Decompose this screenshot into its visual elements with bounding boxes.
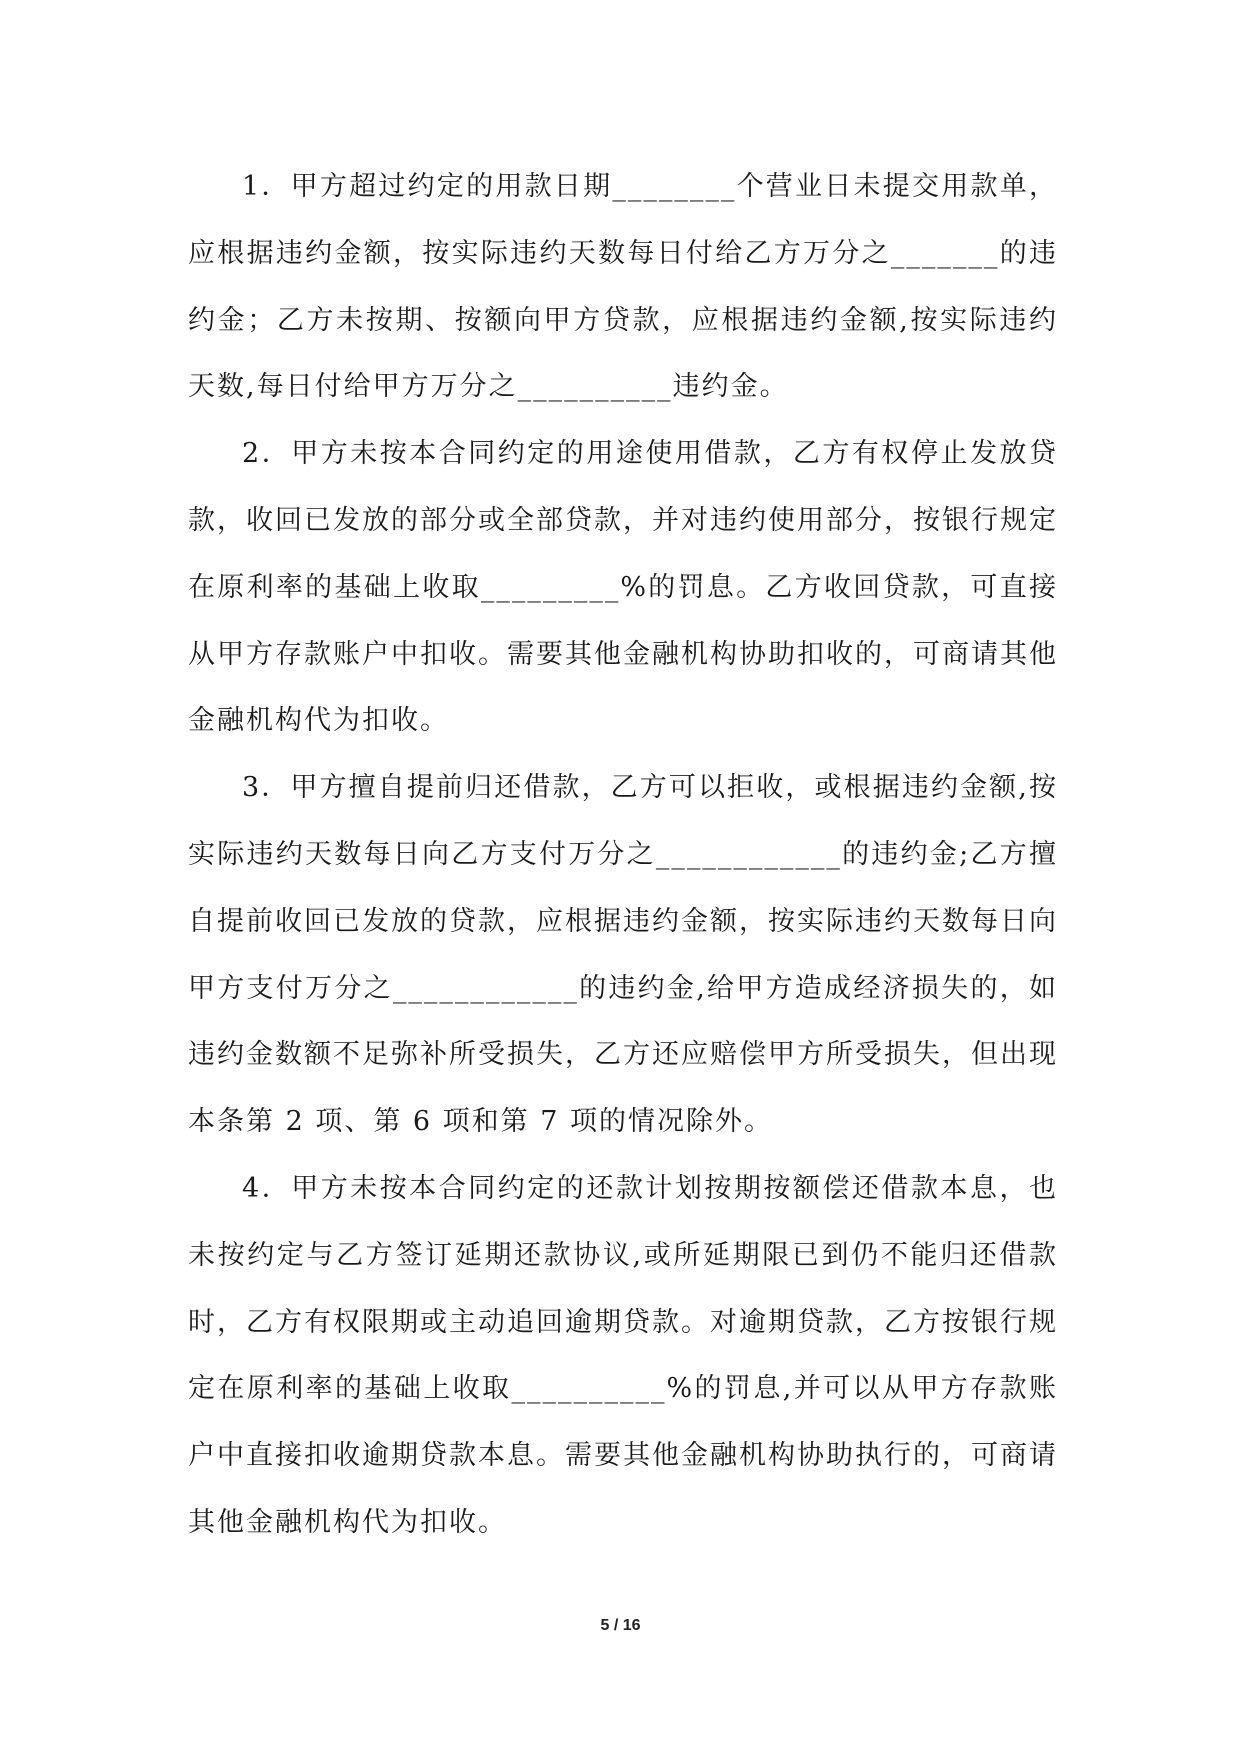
- clause-1-paragraph: 1．甲方超过约定的用款日期________个营业日未提交用款单，应根据违约金额，按实际违约天数每日付给乙方万分之_______的违约金；乙方未按期、按额向甲方贷款，应根据违约金额,按实际违约天数,每日付给甲方万分之__________违约金。: [188, 171, 1058, 403]
- document-body: [188, 154, 1058, 1557]
- clause-2-paragraph: 2．甲方未按本合同约定的用途使用借款，乙方有权停止发放贷款，收回已发放的部分或全部贷款，并对违约使用部分，按银行规定在原利率的基础上收取_________%的罚息。乙方收回贷款，可直接从甲方存款账户中扣收。需要其他金融机构协助扣收的，可商请其他金融机构代为扣收。: [188, 438, 1058, 737]
- clause-3-paragraph: 3．甲方擅自提前归还借款，乙方可以拒收，或根据违约金额,按实际违约天数每日向乙方支付万分之____________的违约金;乙方擅自提前收回已发放的贷款，应根据违约金额，按实际违约天数每日向甲方支付万分之____________的违约金,给甲方造成经济损失的，如违约金数额不足弥补所受损失，乙方还应赔偿甲方所受损失，但出现本条第 2 项、第 6 项和第 7 项的情况除外。: [188, 772, 1058, 1138]
- page-number: 5 / 16: [600, 1617, 641, 1634]
- clause-4-paragraph: 4．甲方未按本合同约定的还款计划按期按额偿还借款本息，也未按约定与乙方签订延期还款协议,或所延期限已到仍不能归还借款时，乙方有权限期或主动追回逾期贷款。对逾期贷款，乙方按银行规定在原利率的基础上收取__________%的罚息,并可以从甲方存款账户中直接扣收逾期贷款本息。需要其他金融机构协助执行的，可商请其他金融机构代为扣收。: [188, 1172, 1058, 1538]
